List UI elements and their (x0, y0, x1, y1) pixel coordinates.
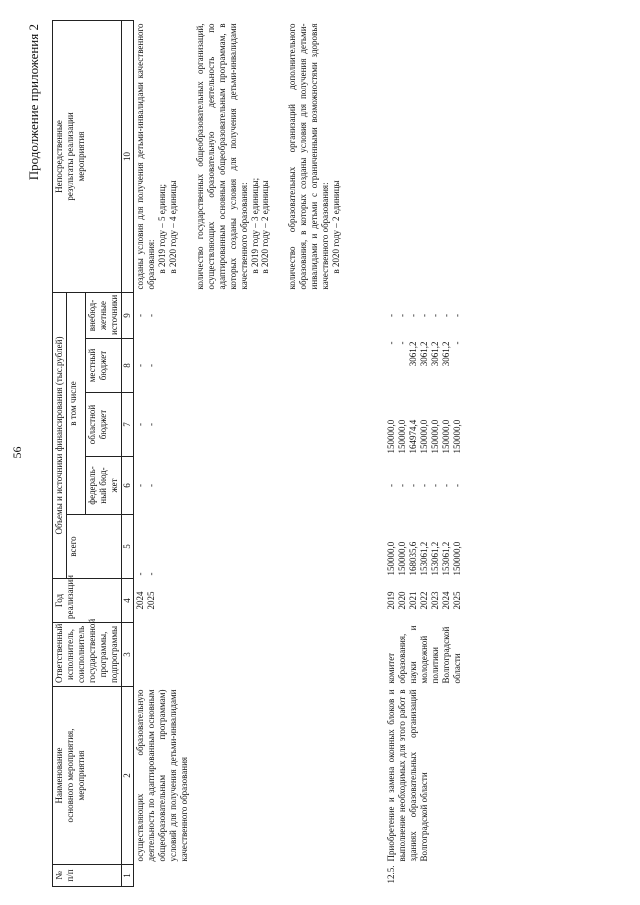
row-total: - - (134, 572, 156, 576)
header-year: Год реализации (53, 579, 122, 623)
header-offbudget: внебюд- жетные источники (85, 292, 121, 338)
header-financing: Объемы и источники финансирования (тыс.рублей) (53, 292, 67, 578)
row-name: Приобретение и замена оконных блоков и выполнение необходимых для этого работ в зданиях образовательных организаций Волгоградской области (386, 689, 430, 862)
col-number: 3 (121, 623, 133, 687)
page-number: 56 (10, 446, 24, 459)
header-executor: Ответственный исполнитель, соисполнитель государственной программы, подпрограммы (53, 623, 122, 687)
row-num (133, 865, 343, 887)
table-row (385, 20, 464, 886)
row-federal: - - (134, 484, 156, 487)
result-text: количество образовательных организаций дополнительного образования, в которых созданы условия для получения детьми-инвалидами и детьми с ограниченными возможностями здоровья качественного образования: (287, 23, 331, 290)
row-regional: 150000,0 150000,0 164974,4 150000,0 150000,0 150000,0 150000,0 (386, 419, 463, 454)
header-regional: областной бюджет (85, 393, 121, 457)
result-text: в 2019 году – 3 единицы; (249, 177, 260, 274)
col-number: 6 (121, 457, 133, 515)
header-including: в том числе (66, 292, 85, 514)
result-gap (271, 23, 287, 289)
header-total: всего (66, 515, 121, 579)
col-number: 9 (121, 292, 133, 338)
col-number: 4 (121, 579, 133, 623)
result-text: в 2020 году – 4 единицы (167, 180, 178, 274)
col-number: 7 (121, 393, 133, 457)
continuation-title: Продолжение приложения 2 (26, 24, 41, 181)
row-total: 150000,0 150000,0 168035,6 153061,2 153061,2 153061,2 150000,0 (386, 541, 463, 576)
result-text: созданы условия для получения детьми-инвалидами качественного образования: (134, 23, 156, 290)
row-name: осуществляющих образовательную деятельность по адаптированным основным общеобразовательным программам) условий для получения детьми-инвалидами качественного образования (134, 689, 189, 862)
row-years: 2024 2025 (134, 591, 156, 610)
header-local: местный бюджет (85, 339, 121, 393)
row-offbudget: - - (134, 314, 156, 317)
col-number: 8 (121, 339, 133, 393)
row-num: 12.5. (386, 865, 397, 884)
col-number: 1 (121, 865, 133, 887)
result-text: количество государственных общеобразовательных организаций, осуществляющих образовательную деятельность по адаптированным основным общеобразовательным программам, в которых созданы условия для получения детьми-инвалидами качественного образования: (194, 23, 249, 290)
row-years: 2019 2020 2021 2022 2023 2024 2025 (386, 591, 463, 610)
row-local: - - (134, 364, 156, 367)
col-number: 5 (121, 515, 133, 579)
col-number: 2 (121, 687, 133, 865)
result-gap (179, 23, 195, 289)
header-federal: федераль- ный бюд- жет (85, 457, 121, 515)
header-num: № п/п (53, 865, 122, 887)
row-local: - - 3061,2 3061,2 3061,2 3061,2 - (386, 341, 463, 367)
program-table (52, 20, 464, 887)
col-number: 10 (121, 20, 133, 292)
row-regional: - - (134, 423, 156, 426)
row-results (133, 20, 343, 292)
header-results: Непосредственные результаты реализации мероприятия (53, 20, 122, 292)
table-header (53, 20, 134, 886)
result-text: в 2020 году – 2 единицы (331, 180, 342, 274)
row-executor (133, 623, 343, 687)
result-text: в 2019 году – 5 единиц; (156, 183, 167, 274)
column-number-row (121, 20, 133, 886)
row-federal: - - - - - - - (386, 484, 463, 487)
row-offbudget: - - - - - - - (386, 314, 463, 317)
table-row (133, 20, 343, 886)
row-results (385, 20, 464, 292)
header-name: Наименование основного мероприятия, мероприятия (53, 687, 122, 865)
result-text: в 2020 году – 2 единицы (260, 180, 271, 274)
row-spacer (343, 20, 385, 886)
row-executor: комитет образования, науки и молодежной политики Волгоградской области (386, 625, 463, 684)
